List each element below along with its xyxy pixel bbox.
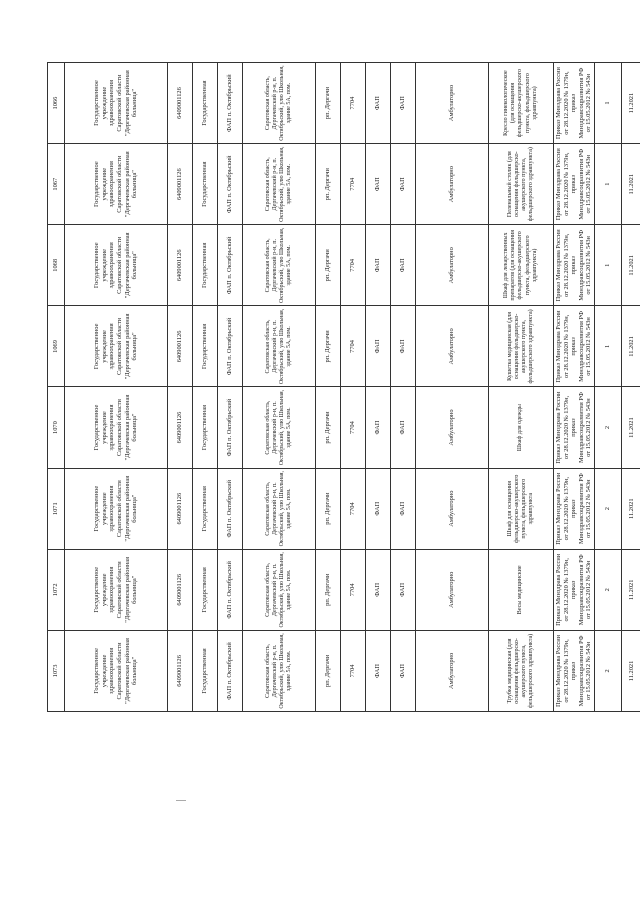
cell-inn: 6409001126 — [168, 63, 193, 144]
table-row-ownership-form — [193, 63, 218, 712]
cell-facility-type: ФАП — [366, 306, 391, 387]
cell-equipment-name: Пеленальный столик (для оснащения фельдшерско-акушерского пункта, фельдшерского здравпункта) — [489, 144, 554, 225]
cell-quantity: 2 — [594, 468, 621, 549]
cell-regulation: Приказ Минздрава России от 28.12.2020 № 1379н, приказ Минздравсоцразвития РФ от 15.05.2012 № 543н — [554, 468, 595, 549]
cell-date: 11.2021 — [621, 630, 640, 711]
table-row-code — [341, 63, 366, 712]
table-row-record-id — [48, 63, 65, 712]
cell-district: рп. Дергачи — [316, 630, 341, 711]
cell-ownership-form: Государственная — [193, 630, 218, 711]
cell-quantity: 1 — [594, 144, 621, 225]
cell-inn: 6409001126 — [168, 630, 193, 711]
cell-district: рп. Дергачи — [316, 549, 341, 630]
table-row-care-mode — [416, 63, 489, 712]
cell-quantity: 1 — [594, 63, 621, 144]
cell-care-mode: Амбулаторно — [416, 144, 489, 225]
table-row-facility-type — [366, 63, 391, 712]
cell-facility-type: ФАП — [366, 63, 391, 144]
cell-organization: Государственное учреждение здравоохранения Саратовской области "Дергачевская районная больница" — [65, 225, 168, 306]
cell-record-id: 1067 — [48, 144, 65, 225]
cell-record-id: 1073 — [48, 630, 65, 711]
cell-organization: Государственное учреждение здравоохранения Саратовской области "Дергачевская районная больница" — [65, 306, 168, 387]
cell-organization: Государственное учреждение здравоохранения Саратовской области "Дергачевская районная больница" — [65, 630, 168, 711]
cell-facility-type: ФАП — [366, 630, 391, 711]
cell-care-mode: Амбулаторно — [416, 468, 489, 549]
cell-organization: Государственное учреждение здравоохранения Саратовской области "Дергачевская районная больница" — [65, 63, 168, 144]
table-row-address — [243, 63, 316, 712]
cell-equipment-name: Шкаф для одежды — [489, 387, 554, 468]
cell-address: Саратовская область, Дергачевский р-н, п. Октябрьский, улю Школьная, здание 5А, пом. — [243, 387, 316, 468]
cell-ownership-form: Государственная — [193, 225, 218, 306]
stray-mark — [176, 800, 186, 801]
cell-care-mode: Амбулаторно — [416, 387, 489, 468]
cell-date: 11.2021 — [621, 468, 640, 549]
cell-ownership-form: Государственная — [193, 468, 218, 549]
table-row-inn — [168, 63, 193, 712]
cell-inn: 6409001126 — [168, 306, 193, 387]
cell-date: 11.2021 — [621, 387, 640, 468]
cell-regulation: Приказ Минздрава России от 28.12.2020 № 1379н, приказ Минздравсоцразвития РФ от 15.05.2012 № 543н — [554, 144, 595, 225]
cell-code: 7704 — [341, 225, 366, 306]
cell-facility-name: ФАП п. Октябрьский — [218, 144, 243, 225]
cell-equipment-name: Шкаф для лекарственных препаратов (для оснащения фельдшерско-акушерского пункта, фельдшерского здравпункта) — [489, 225, 554, 306]
cell-code: 7704 — [341, 387, 366, 468]
cell-facility-type: ФАП — [366, 225, 391, 306]
cell-code: 7704 — [341, 306, 366, 387]
cell-regulation: Приказ Минздрава России от 28.12.2020 № 1379н, приказ Минздравсоцразвития РФ от 15.05.2012 № 543н — [554, 225, 595, 306]
cell-address: Саратовская область, Дергачевский р-н, п. Октябрьский, улю Школьная, здание 5А, пом. — [243, 306, 316, 387]
table-row-equipment-name — [489, 63, 554, 712]
cell-record-id: 1072 — [48, 549, 65, 630]
cell-quantity: 2 — [594, 549, 621, 630]
equipment-table — [47, 62, 640, 712]
cell-inn: 6409001126 — [168, 468, 193, 549]
cell-care-mode: Амбулаторно — [416, 306, 489, 387]
cell-facility-type-2: ФАП — [391, 387, 416, 468]
cell-district: рп. Дергачи — [316, 63, 341, 144]
cell-facility-type-2: ФАП — [391, 63, 416, 144]
cell-inn: 6409001126 — [168, 144, 193, 225]
cell-record-id: 1071 — [48, 468, 65, 549]
cell-equipment-name: Кушетка медицинская (для оснащения фельдшерско-акушерского пункта, фельдшерского здравпункта) — [489, 306, 554, 387]
cell-district: рп. Дергачи — [316, 144, 341, 225]
cell-record-id: 1066 — [48, 63, 65, 144]
cell-facility-type: ФАП — [366, 144, 391, 225]
cell-regulation: Приказ Минздрава России от 28.12.2020 № 1379н, приказ Минздравсоцразвития РФ от 15.05.2012 № 543н — [554, 306, 595, 387]
cell-organization: Государственное учреждение здравоохранения Саратовской области "Дергачевская районная больница" — [65, 468, 168, 549]
cell-facility-type: ФАП — [366, 468, 391, 549]
cell-address: Саратовская область, Дергачевский р-н, п. Октябрьский, улю Школьная, здание 5А, пом. — [243, 468, 316, 549]
cell-ownership-form: Государственная — [193, 63, 218, 144]
cell-facility-name: ФАП п. Октябрьский — [218, 387, 243, 468]
cell-inn: 6409001126 — [168, 549, 193, 630]
cell-ownership-form: Государственная — [193, 306, 218, 387]
cell-facility-type: ФАП — [366, 549, 391, 630]
cell-record-id: 1070 — [48, 387, 65, 468]
cell-date: 11.2021 — [621, 306, 640, 387]
cell-date: 11.2021 — [621, 63, 640, 144]
cell-facility-type-2: ФАП — [391, 549, 416, 630]
cell-facility-name: ФАП п. Октябрьский — [218, 630, 243, 711]
cell-facility-name: ФАП п. Октябрьский — [218, 468, 243, 549]
cell-equipment-name: Трубка медицинская (для оснащения фельдшерско-акушерского пункта, фельдшерского здравпункта) — [489, 630, 554, 711]
cell-quantity: 2 — [594, 387, 621, 468]
cell-care-mode: Амбулаторно — [416, 63, 489, 144]
cell-facility-type-2: ФАП — [391, 468, 416, 549]
cell-district: рп. Дергачи — [316, 387, 341, 468]
rotated-table-container — [47, 62, 635, 712]
cell-equipment-name: Шкаф для оснащения фельдшерско-акушерского пункта, фельдшерского здравпункта — [489, 468, 554, 549]
cell-address: Саратовская область, Дергачевский р-н, п. Октябрьский, улю Школьная, здание 5А, пом. — [243, 549, 316, 630]
cell-district: рп. Дергачи — [316, 468, 341, 549]
table-row-organization — [65, 63, 168, 712]
cell-quantity: 1 — [594, 306, 621, 387]
table-row-date — [621, 63, 640, 712]
cell-care-mode: Амбулаторно — [416, 549, 489, 630]
cell-regulation: Приказ Минздрава России от 28.12.2020 № 1379н, приказ Минздравсоцразвития РФ от 15.05.2012 № 543н — [554, 63, 595, 144]
cell-equipment-name: Кресло гинекологическое (для оснащения фельдшерско-акушерского пункта, фельдшерского здравпункта) — [489, 63, 554, 144]
cell-facility-name: ФАП п. Октябрьский — [218, 63, 243, 144]
cell-address: Саратовская область, Дергачевский р-н, п. Октябрьский, улю Школьная, здание 5А, пом. — [243, 225, 316, 306]
cell-care-mode: Амбулаторно — [416, 225, 489, 306]
cell-address: Саратовская область, Дергачевский р-н, п. Октябрьский, улю Школьная, здание 5А, пом. — [243, 630, 316, 711]
cell-facility-type-2: ФАП — [391, 225, 416, 306]
cell-facility-type: ФАП — [366, 387, 391, 468]
cell-address: Саратовская область, Дергачевский р-н, п. Октябрьский, улю Школьная, здание 5А, пом. — [243, 63, 316, 144]
cell-regulation: Приказ Минздрава России от 28.12.2020 № 1379н, приказ Минздравсоцразвития РФ от 15.05.2012 № 543н — [554, 630, 595, 711]
cell-organization: Государственное учреждение здравоохранения Саратовской области "Дергачевская районная больница" — [65, 144, 168, 225]
cell-facility-name: ФАП п. Октябрьский — [218, 549, 243, 630]
cell-code: 7704 — [341, 144, 366, 225]
cell-regulation: Приказ Минздрава России от 28.12.2020 № 1379н, приказ Минздравсоцразвития РФ от 15.05.2012 № 543н — [554, 549, 595, 630]
cell-organization: Государственное учреждение здравоохранения Саратовской области "Дергачевская районная больница" — [65, 549, 168, 630]
cell-quantity: 1 — [594, 225, 621, 306]
cell-facility-type-2: ФАП — [391, 144, 416, 225]
cell-district: рп. Дергачи — [316, 306, 341, 387]
table-row-facility-type-2 — [391, 63, 416, 712]
cell-facility-type-2: ФАП — [391, 306, 416, 387]
cell-date: 11.2021 — [621, 144, 640, 225]
cell-code: 7704 — [341, 630, 366, 711]
cell-ownership-form: Государственная — [193, 144, 218, 225]
cell-quantity: 2 — [594, 630, 621, 711]
cell-inn: 6409001126 — [168, 387, 193, 468]
cell-district: рп. Дергачи — [316, 225, 341, 306]
cell-organization: Государственное учреждение здравоохранения Саратовской области "Дергачевская районная больница" — [65, 387, 168, 468]
table-row-district — [316, 63, 341, 712]
cell-regulation: Приказ Минздрава России от 28.12.2020 № 1379н, приказ Минздравсоцразвития РФ от 15.05.2012 № 543н — [554, 387, 595, 468]
table-row-regulation — [554, 63, 595, 712]
table-row-facility-name — [218, 63, 243, 712]
cell-facility-name: ФАП п. Октябрьский — [218, 225, 243, 306]
cell-record-id: 1069 — [48, 306, 65, 387]
table-row-quantity — [594, 63, 621, 712]
cell-code: 7704 — [341, 468, 366, 549]
cell-record-id: 1068 — [48, 225, 65, 306]
cell-code: 7704 — [341, 549, 366, 630]
cell-inn: 6409001126 — [168, 225, 193, 306]
cell-address: Саратовская область, Дергачевский р-н, п. Октябрьский, улю Школьная, здание 5А, пом. — [243, 144, 316, 225]
cell-date: 11.2021 — [621, 549, 640, 630]
cell-ownership-form: Государственная — [193, 387, 218, 468]
cell-facility-type-2: ФАП — [391, 630, 416, 711]
cell-facility-name: ФАП п. Октябрьский — [218, 306, 243, 387]
cell-equipment-name: Весы медицинские — [489, 549, 554, 630]
cell-care-mode: Амбулаторно — [416, 630, 489, 711]
cell-code: 7704 — [341, 63, 366, 144]
cell-ownership-form: Государственная — [193, 549, 218, 630]
cell-date: 11.2021 — [621, 225, 640, 306]
